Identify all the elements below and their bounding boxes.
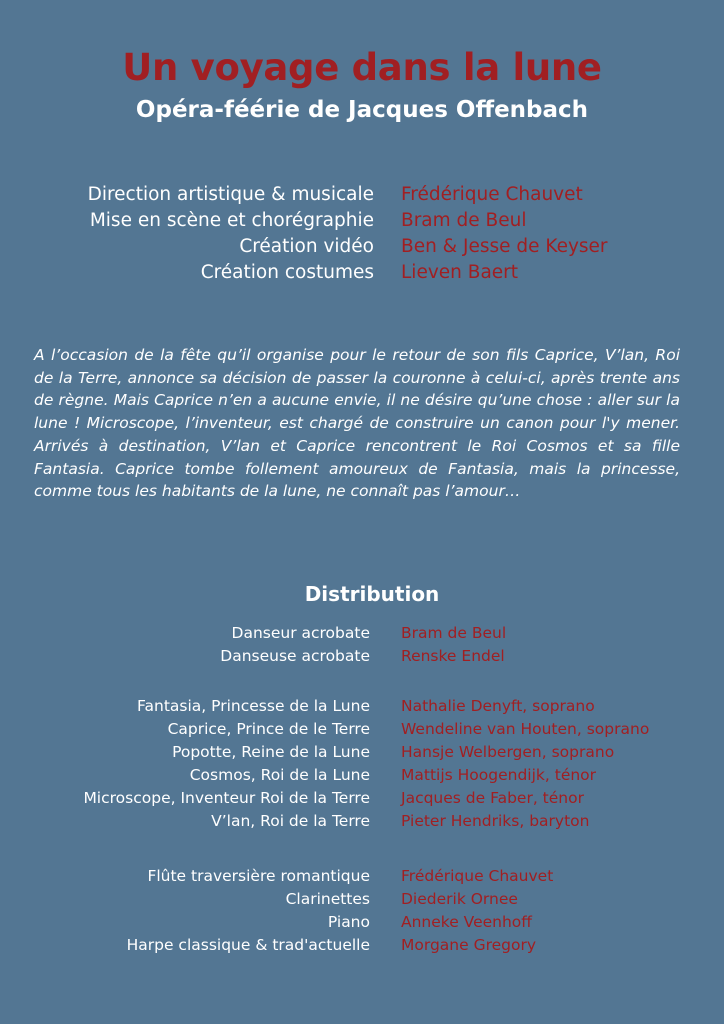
credit-row — [0, 210, 724, 236]
credit-role: Création vidéo — [239, 236, 374, 257]
cast-name: Nathalie Denyft, soprano — [401, 697, 595, 715]
cast-name: Diederik Ornee — [401, 890, 518, 908]
cast-role: Danseuse acrobate — [220, 647, 370, 665]
cast-role: Microscope, Inventeur Roi de la Terre — [83, 789, 370, 807]
cast-name: Wendeline van Houten, soprano — [401, 720, 650, 738]
synopsis-paragraph: A l’occasion de la fête qu’il organise pour le retour de son fils Caprice, V’lan, Roi de la Terre, annonce sa décision de passer la couronne à celui-ci, après trente ans de règne. Mais Caprice n’en a aucune envie, il ne désire qu’une chose : aller sur la lune ! Microscope, l’inventeur, est chargé de construire un canon pour l'y mener. Arrivés à destination, V’lan et Caprice rencontrent le Roi Cosmos et sa fille Fantasia. Caprice tombe follement amoureux de Fantasia, mais la princesse, comme tous les habitants de la lune, ne connaît pas l’amour… — [34, 346, 680, 501]
credit-row — [0, 184, 724, 210]
credit-name: Ben & Jesse de Keyser — [401, 236, 608, 257]
cast-row — [0, 789, 724, 812]
cast-name: Morgane Gregory — [401, 936, 537, 954]
cast-name: Frédérique Chauvet — [401, 867, 554, 885]
page-subtitle: Opéra-féérie de Jacques Offenbach — [135, 97, 589, 123]
cast-name: Mattijs Hoogendijk, ténor — [401, 766, 597, 784]
cast-role: Cosmos, Roi de la Lune — [189, 766, 370, 784]
cast-name: Pieter Hendriks, baryton — [401, 812, 590, 830]
singers-list — [0, 697, 724, 835]
cast-row — [0, 697, 724, 720]
cast-row — [0, 867, 724, 890]
cast-name: Hansje Welbergen, soprano — [401, 743, 615, 761]
page-title: Un voyage dans la lune — [122, 46, 602, 89]
cast-name: Renske Endel — [401, 647, 505, 665]
cast-name: Bram de Beul — [401, 624, 507, 642]
cast-role: Harpe classique & trad'actuelle — [126, 936, 370, 954]
cast-row — [0, 624, 724, 647]
cast-row — [0, 647, 724, 670]
musicians-list — [0, 867, 724, 959]
cast-row — [0, 720, 724, 743]
cast-role: Popotte, Reine de la Lune — [172, 743, 370, 761]
cast-role: Caprice, Prince de le Terre — [167, 720, 370, 738]
cast-role: Danseur acrobate — [231, 624, 370, 642]
credit-role: Direction artistique & musicale — [87, 184, 374, 205]
cast-row — [0, 913, 724, 936]
credits-list — [0, 184, 724, 288]
credit-name: Lieven Baert — [401, 262, 519, 283]
credit-row — [0, 236, 724, 262]
credit-row — [0, 262, 724, 288]
cast-role: Piano — [327, 913, 370, 931]
cast-role: Flûte traversière romantique — [147, 867, 370, 885]
cast-role: V’lan, Roi de la Terre — [211, 812, 370, 830]
dancers-list — [0, 624, 724, 670]
cast-row — [0, 766, 724, 789]
credit-name: Frédérique Chauvet — [401, 184, 583, 205]
distribution-heading: Distribution — [304, 582, 440, 606]
cast-role: Clarinettes — [285, 890, 370, 908]
cast-row — [0, 936, 724, 959]
cast-role: Fantasia, Princesse de la Lune — [137, 697, 370, 715]
cast-row — [0, 812, 724, 835]
credit-name: Bram de Beul — [401, 210, 527, 231]
cast-name: Jacques de Faber, ténor — [401, 789, 584, 807]
credit-role: Mise en scène et chorégraphie — [89, 210, 374, 231]
cast-name: Anneke Veenhoff — [401, 913, 532, 931]
cast-row — [0, 743, 724, 766]
cast-row — [0, 890, 724, 913]
credit-role: Création costumes — [200, 262, 374, 283]
